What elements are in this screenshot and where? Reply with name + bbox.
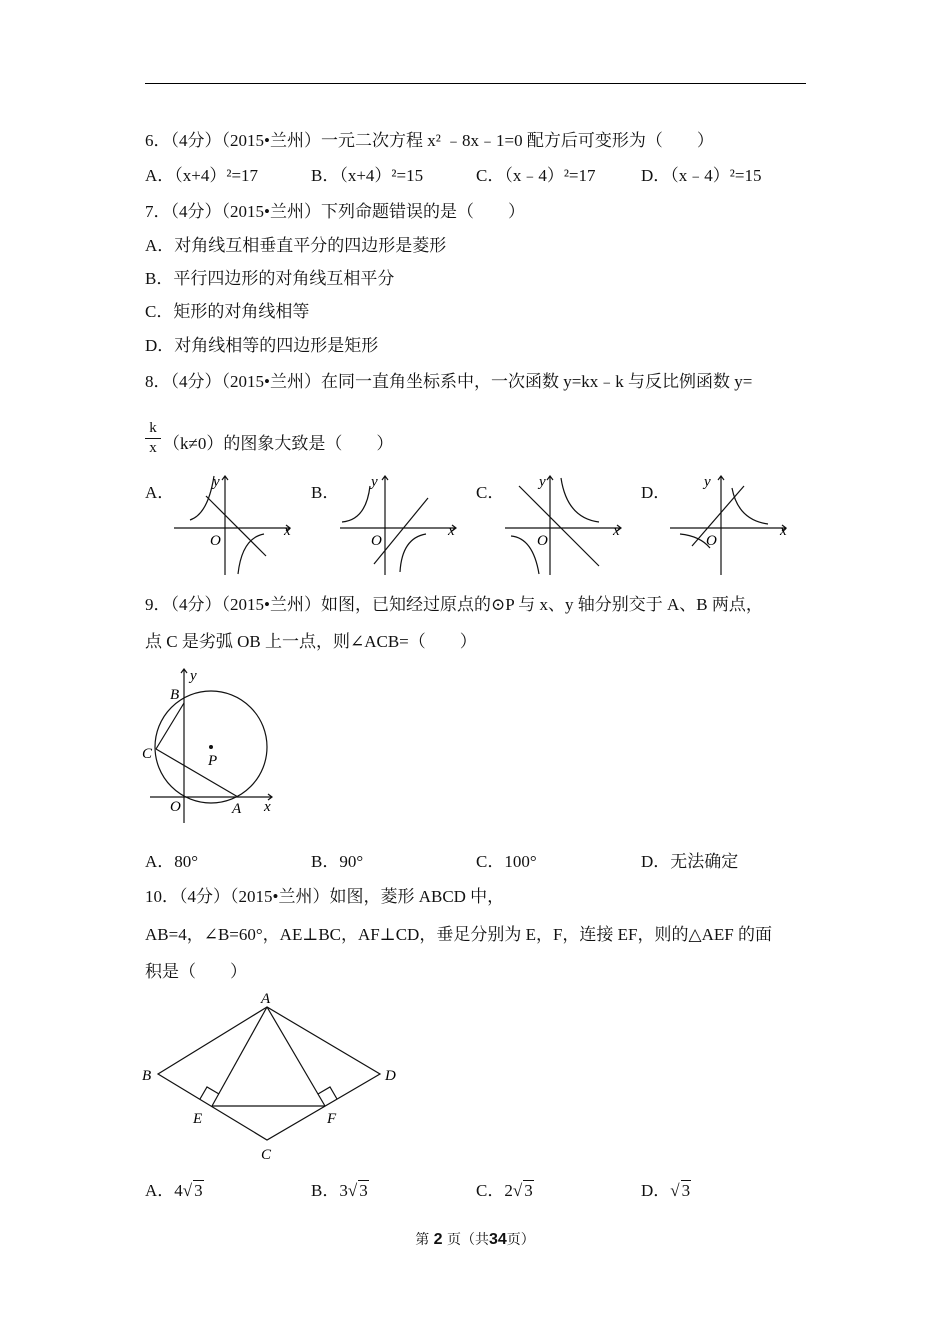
q10-option-c: C．2√ 3 <box>476 1181 533 1200</box>
q9-option-d: D．无法确定 <box>641 852 739 871</box>
q10-point-b-label: B <box>142 1068 152 1084</box>
q6-option-b: B．（x+4）²=15 <box>311 166 424 185</box>
q7-option-b: B．平行四边形的对角线互相平分 <box>145 269 395 288</box>
q8-option-a-label: A． <box>145 483 175 502</box>
q10-point-f-label: F <box>327 1111 337 1127</box>
q10-option-d: D．√ 3 <box>641 1181 691 1200</box>
q8-graph-c-x-label: x <box>613 523 620 539</box>
q8-option-c-label: C． <box>476 483 505 502</box>
q9-y-label: y <box>190 668 197 684</box>
q8-graph-a-y-label: y <box>213 474 220 490</box>
q8-graph-b <box>338 470 463 578</box>
q8-stem: 8．（4分）（2015•兰州）在同一直角坐标系中，一次函数 y=kx﹣k 与反比例函数 y= <box>145 372 753 391</box>
q8-graph-c-y-label: y <box>539 474 546 490</box>
q9-stem-line1: 9．（4分）（2015•兰州）如图，已知经过原点的⊙P 与 x、y 轴分别交于 A、B 两点， <box>145 595 763 614</box>
q8-graph-b-x-label: x <box>448 523 455 539</box>
q10-option-a: A．4√ 3 <box>145 1181 203 1200</box>
q7-stem: 7．（4分）（2015•兰州）下列命题错误的是（ ） <box>145 202 525 221</box>
q9-point-b-label: B <box>170 687 180 703</box>
q8-graph-d <box>668 470 793 578</box>
q9-origin-label: O <box>170 799 181 815</box>
q10-stem-line2: AB=4，∠B=60°，AE⊥BC，AF⊥CD，垂足分别为 E，F，连接 EF，则的△AEF 的面 <box>145 925 772 944</box>
q9-point-p-label: P <box>208 753 218 769</box>
current-page-number: 2 <box>433 1231 443 1248</box>
total-page-count: 34 <box>489 1231 507 1248</box>
q8-graph-a-origin-label: O <box>210 533 221 549</box>
q10-stem-line3: 积是（ ） <box>145 962 247 981</box>
q10-stem-line1: 10．（4分）（2015•兰州）如图，菱形 ABCD 中， <box>145 887 505 906</box>
q9-option-c: C．100° <box>476 852 537 871</box>
header-rule <box>145 83 806 84</box>
q10-option-b: B．3√ 3 <box>311 1181 368 1200</box>
q8-option-b-label: B． <box>311 483 340 502</box>
q9-x-label: x <box>264 799 271 815</box>
q8-graph-b-y-label: y <box>371 474 378 490</box>
page-footer: 第 2 页（共34页） <box>415 1231 535 1248</box>
q9-point-a-label: A <box>232 801 242 817</box>
q8-fraction-numerator: k <box>149 420 157 436</box>
q8-graph-c-origin-label: O <box>537 533 548 549</box>
q7-option-a: A．对角线互相垂直平分的四边形是菱形 <box>145 236 447 255</box>
q10-rhombus-figure <box>140 985 410 1165</box>
q7-option-c: C．矩形的对角线相等 <box>145 302 310 321</box>
q8-graph-d-x-label: x <box>780 523 787 539</box>
q8-graph-a <box>172 470 297 578</box>
q8-fraction <box>145 420 161 457</box>
q9-stem-line2: 点 C 是劣弧 OB 上一点，则∠ACB=（ ） <box>145 632 477 651</box>
q8-graph-d-y-label: y <box>704 474 711 490</box>
q6-option-c: C．（x﹣4）²=17 <box>476 166 596 185</box>
q8-stem-continued: （k≠0）的图象大致是（ ） <box>163 434 394 453</box>
q8-graph-c <box>503 470 628 578</box>
q6-stem: 6．（4分）（2015•兰州）一元二次方程 x² ﹣8x﹣1=0 配方后可变形为（ ） <box>145 131 714 150</box>
q10-point-a-label: A <box>261 991 271 1007</box>
q9-circle-figure <box>140 665 285 830</box>
q8-graph-a-x-label: x <box>284 523 291 539</box>
q8-graph-b-origin-label: O <box>371 533 382 549</box>
q6-option-d: D．（x﹣4）²=15 <box>641 166 762 185</box>
q8-graph-d-origin-label: O <box>706 533 717 549</box>
q9-option-b: B．90° <box>311 852 364 871</box>
q6-option-a: A．（x+4）²=17 <box>145 166 259 185</box>
q9-option-a: A．80° <box>145 852 199 871</box>
q8-option-d-label: D． <box>641 483 671 502</box>
q10-point-d-label: D <box>385 1068 396 1084</box>
q7-option-d: D．对角线相等的四边形是矩形 <box>145 336 379 355</box>
q9-center-point <box>209 745 213 749</box>
q10-point-c-label: C <box>261 1147 272 1163</box>
q8-fraction-denominator: x <box>149 440 157 456</box>
q9-point-c-label: C <box>142 746 153 762</box>
q10-point-e-label: E <box>193 1111 203 1127</box>
